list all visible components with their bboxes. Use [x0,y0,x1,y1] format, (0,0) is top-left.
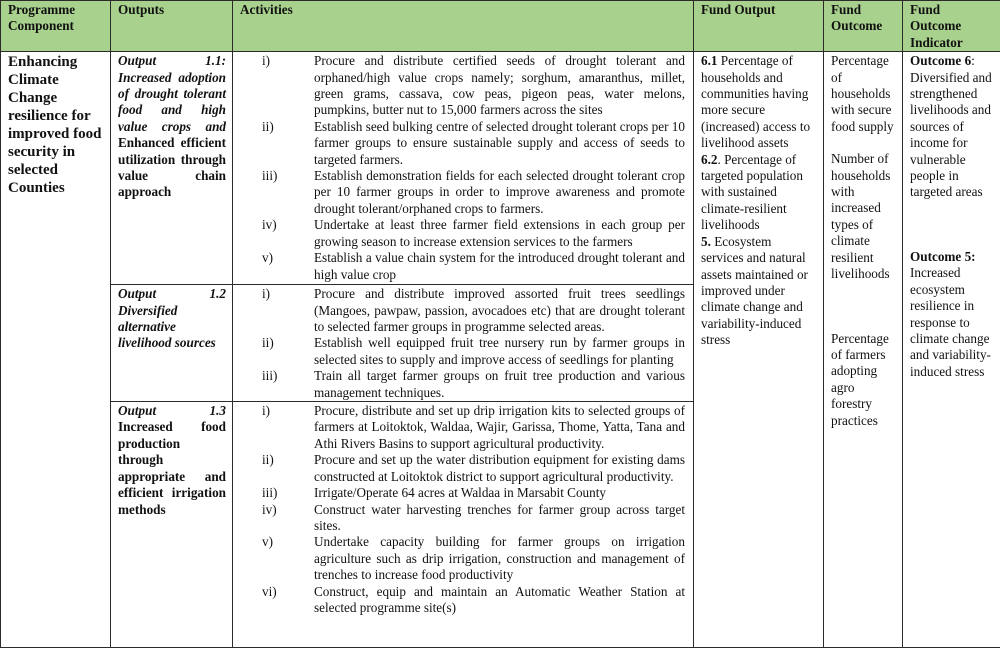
activity-item: iv) Construct water harvesting trenches for farmer group across target sites. [240,502,687,535]
fund-output-item: 5. Ecosystem services and natural assets maintained or improved under climate change and variability-induced stress [701,234,817,349]
output-italic-text: Diversified alternative livelihood sources [118,303,216,351]
header-fund-outcome: Fund Outcome [824,1,903,52]
output-label: Output [118,403,156,419]
activities-1-3-cell [233,402,694,648]
activity-item: i) Procure, distribute and set up drip irrigation kits to selected groups of farmers at Loitoktok, Waldaa, Wajir, Garissa, Thome, Yatta, Tana and Athi Rivers Basins to support agricultural productivity. [240,403,687,452]
activity-item: iii) Irrigate/Operate 64 acres at Waldaa in Marsabit County [240,485,687,501]
fund-outcome-item: Percentage of households with secure food supply [831,53,896,135]
header-fund-output: Fund Output [694,1,824,52]
header-programme-component: Programme Component [1,1,111,52]
activities-1-2-cell [233,285,694,402]
fund-outcome-indicator-cell [903,52,1000,648]
activity-item: i) Procure and distribute improved assorted fruit trees seedlings (Mangoes, pawpaw, passion, avocadoes etc) that are drought tolerant to selected farmer groups in programme selected areas. [240,286,687,335]
activity-item: iii) Train all target farmer groups on fruit tree production and various management techniques. [240,368,687,401]
header-fund-outcome-indicator: Fund Outcome Indicator [903,1,1000,52]
activity-item: v) Establish a value chain system for the introduced drought tolerant and high value crop [240,250,687,283]
activity-item: iv) Undertake at least three farmer field extensions in each group per growing season to increase extension services to the farmers [240,217,687,250]
fund-output-item: 6.2. Percentage of targeted population with sustained climate-resilient livelihoods [701,152,817,234]
output-number: 1.2 [210,286,226,302]
fund-outcome-item: Number of households with increased types of climate resilient livelihoods [831,151,896,282]
output-label: Output [118,53,156,69]
programme-component-cell: Enhancing Climate Change resilience for improved food security in selected Counties [1,52,111,648]
activities-1-1-cell [233,52,694,285]
output-1-1-cell [111,52,233,285]
header-activities: Activities [233,1,694,52]
activity-item: iii) Establish demonstration fields for each selected drought tolerant crop per 10 farmer groups in order to improve awareness and promote drought tolerant/orphaned crops to farmers. [240,168,687,217]
fund-outcome-item: Percentage of farmers adopting agro forestry practices [831,331,896,429]
activity-item: i) Procure and distribute certified seeds of drought tolerant and orphaned/high value crops namely; sorghum, amaranthus, millet, green grams, cassava, cow peas, pigeon peas, water melons, pumpkins, butter nut to 15,000 farmers across the sites [240,53,687,119]
activity-item: ii) Procure and set up the water distribution equipment for existing dams constructed at Loitoktok district to support agricultural productivity. [240,452,687,485]
output-italic-text: Increased adoption of drought tolerant food and high value crops and [118,70,226,134]
outcome-indicator-item: Outcome 5: Increased ecosystem resilience in response to climate change and variability-induced stress [910,249,994,380]
activity-item: vi) Construct, equip and maintain an Automatic Weather Station at selected programme site(s) [240,584,687,617]
output-number: 1.3 [210,403,226,419]
output-bold-text: Increased food production through appropriate and efficient irrigation methods [118,419,226,516]
header-row [1,1,1000,52]
table-row [1,52,1000,285]
outcome-indicator-item: Outcome 6: Diversified and strengthened livelihoods and sources of income for vulnerable people in targeted areas [910,53,994,201]
output-1-2-cell [111,285,233,402]
output-bold-text: Enhanced efficient utilization through value chain approach [118,135,226,199]
fund-outcome-cell [824,52,903,648]
fund-output-cell [694,52,824,648]
activity-item: ii) Establish seed bulking centre of selected drought tolerant crops per 10 farmer groups to ensure sustainable supply and access of seeds to targeted farmers. [240,119,687,168]
activity-item: v) Undertake capacity building for farmer groups on irrigation agriculture such as drip irrigation, construction and management of trenches to increase food productivity [240,534,687,583]
activity-item: ii) Establish well equipped fruit tree nursery run by farmer groups in selected sites to supply and improve access of seedlings for planting [240,335,687,368]
output-1-3-cell [111,402,233,648]
output-number: 1.1: [205,53,226,69]
header-outputs: Outputs [111,1,233,52]
fund-output-item: 6.1 Percentage of households and communities having more secure (increased) access to livelihood assets [701,53,817,151]
output-label: Output [118,286,156,302]
